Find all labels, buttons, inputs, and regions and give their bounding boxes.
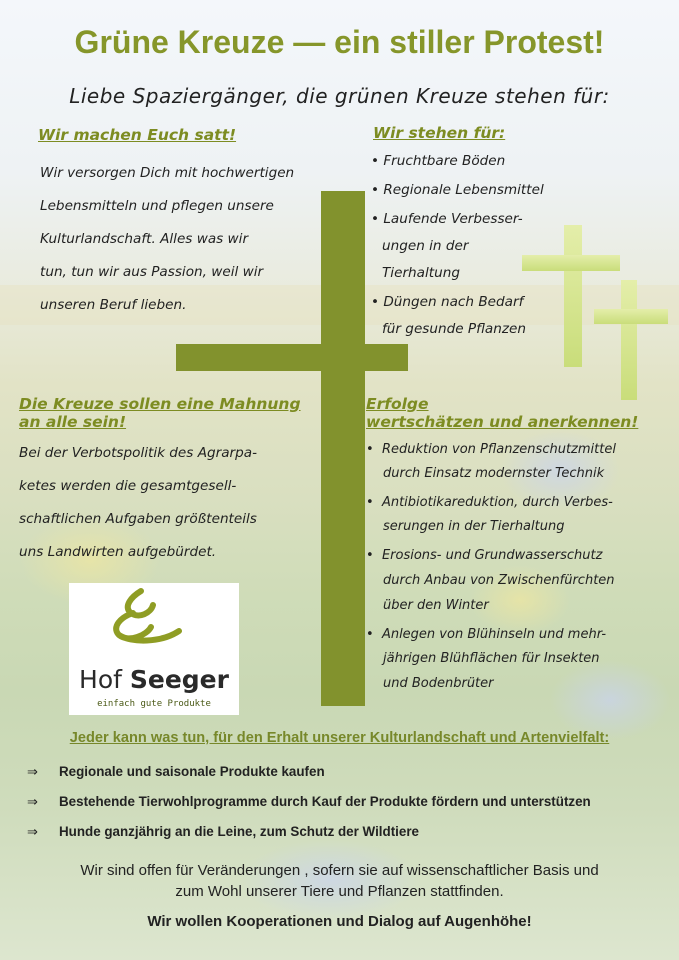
section-heading-satt: Wir machen Euch satt! <box>38 126 237 144</box>
subtitle: Liebe Spaziergänger, die grünen Kreuze stehen für: <box>69 84 610 108</box>
text-line: uns Landwirten aufgebürdet. <box>19 544 217 560</box>
list-item-cont: über den Winter <box>383 598 489 613</box>
list-item: • Düngen nach Bedarf <box>371 294 524 310</box>
section-heading-mahnung: Die Kreuze sollen eine Mahnung an alle sein! <box>19 395 301 431</box>
text-line: ketes werden die gesamtgesell- <box>19 478 237 494</box>
list-item-cont: serungen in der Tierhaltung <box>383 519 565 534</box>
list-item: • Erosions- und Grundwasserschutz <box>366 548 603 563</box>
list-item: • Regionale Lebensmittel <box>371 182 544 198</box>
text-line: Wir versorgen Dich mit hochwertigen <box>40 165 295 181</box>
list-item: • Antibiotikareduktion, durch Verbes- <box>366 495 613 510</box>
text-line: schaftlichen Aufgaben größtenteils <box>19 511 257 527</box>
list-item-cont: jährigen Blühflächen für Insekten <box>383 651 600 666</box>
logo-tagline: einfach gute Produkte <box>97 699 211 709</box>
list-item-cont: für gesunde Pflanzen <box>382 321 526 337</box>
list-item: • Fruchtbare Böden <box>371 153 506 169</box>
text-line: Lebensmitteln und pflegen unsere <box>40 198 274 214</box>
list-item: • Laufende Verbesser- <box>371 211 523 227</box>
logo-name: Hof Seeger <box>79 665 229 694</box>
text-line: tun, tun wir aus Passion, weil wir <box>40 264 264 280</box>
text-line: Bei der Verbotspolitik des Agrarpa- <box>19 445 257 461</box>
list-item: • Reduktion von Pflanzenschutzmittel <box>366 442 616 457</box>
list-item-cont: Tierhaltung <box>382 265 460 281</box>
section-heading-erfolge: Erfolge wertschätzen und anerkennen! <box>366 395 639 431</box>
arrow-icon: ⇒ <box>27 824 38 839</box>
list-item-cont: ungen in der <box>382 238 469 254</box>
poster: Grüne Kreuze — ein stiller Protest! Liebe Spaziergänger, die grünen Kreuze stehen für: Wir machen Euch satt! Wir versorgen Dich mit hochwertigen Lebensmitteln und pflegen unsere Kulturlandschaft. Alles was wir tun, tun wir aus Passion, weil wir unseren Beruf lieben. Wir stehen für: • Fruchtbare Böden • Regionale Lebensmittel • Laufende Verbesser- ungen in der Tierhaltung • Düngen nach Bedarf für gesunde Pflanzen Die Kreuze sollen eine Mahnung an alle sein! Bei der Verbotspolitik des Agrarpa- ketes werden die gesamtgesell- schaftlichen Aufgaben größtenteils uns Landwirten aufgebürdet. Erfolge wertschätzen und anerkennen! • Reduktion von Pflanzenschutzmittel durch Einsatz modernster Technik • Antibiotikareduktion, durch Verbes- serungen in der Tierhaltung • Erosions- und Grundwasserschutz durch Anbau von Zwischenfürchten über den Winter • Anlegen von Blühinseln und mehr- jährigen Blühflächen für Insekten und Bodenbrüter Hof Seeger einfach gute Produkte Jeder kann was tun, für den Erhalt unserer Kulturlandschaft und Artenvielfalt: ⇒ Regionale und saisonale Produkte kaufen ⇒ Bestehende Tierwohlprogramme durch Kauf der Produkte fördern und unterstützen ⇒ Hunde ganzjährig an die Leine, zum Schutz der Wildtiere Wir sind offen für Veränderungen , sofern sie auf wissenschaftlicher Basis und zum Wohl unserer Tiere und Pflanzen stattfinden. Wir wollen Kooperationen und Dialog auf Augenhöhe! <box>0 0 679 960</box>
list-item-cont: und Bodenbrüter <box>383 676 494 691</box>
list-item-cont: durch Einsatz modernster Technik <box>383 466 605 481</box>
call-to-action: Jeder kann was tun, für den Erhalt unserer Kulturlandschaft und Artenvielfalt: <box>69 730 610 746</box>
text-line: unseren Beruf lieben. <box>40 297 187 313</box>
closing-text: Wir sind offen für Veränderungen , sofern sie auf wissenschaftlicher Basis und zum Wohl unserer Tiere und Pflanzen stattfinden. <box>80 862 599 900</box>
arrow-icon: ⇒ <box>27 794 38 809</box>
page-title: Grüne Kreuze — ein stiller Protest! <box>74 24 605 60</box>
text-line: Kulturlandschaft. Alles was wir <box>40 231 249 247</box>
hof-seeger-logo <box>69 583 239 715</box>
list-item-cont: durch Anbau von Zwischenfürchten <box>383 573 615 588</box>
list-item: • Anlegen von Blühinseln und mehr- <box>366 627 607 642</box>
final-line: Wir wollen Kooperationen und Dialog auf Augenhöhe! <box>147 913 532 930</box>
section-heading-stehen: Wir stehen für: <box>373 124 506 142</box>
arrow-icon: ⇒ <box>27 764 38 779</box>
swirl-logo-icon <box>69 583 239 665</box>
